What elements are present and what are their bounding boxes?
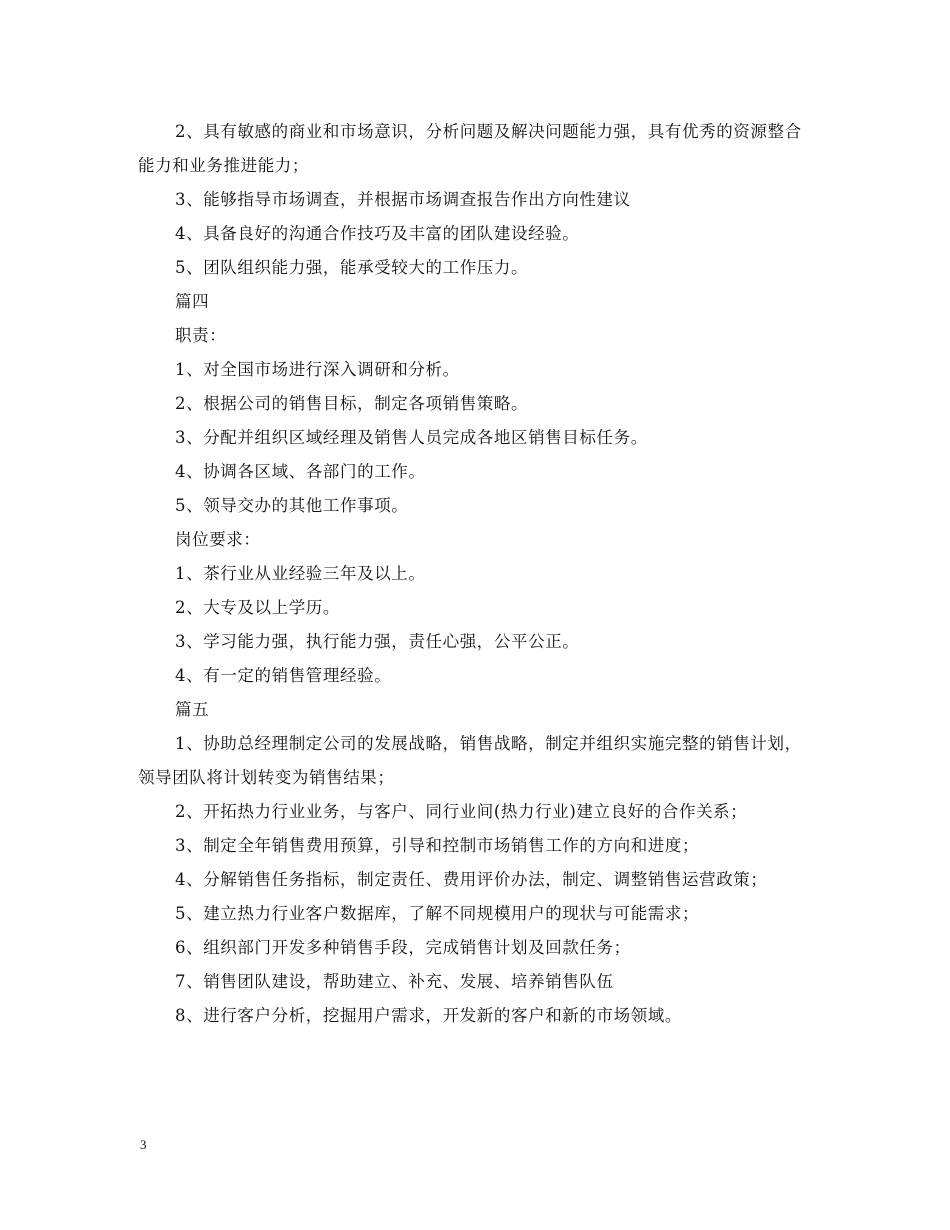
paragraph: 7、销售团队建设，帮助建立、补充、发展、培养销售队伍 xyxy=(175,972,614,991)
paragraph: 2、具有敏感的商业和市场意识，分析问题及解决问题能力强，具有优秀的资源整合能力和业务推进能力； xyxy=(138,122,802,175)
section-heading: 篇四 xyxy=(175,292,210,311)
document-body xyxy=(138,115,814,1033)
paragraph: 5、建立热力行业客户数据库，了解不同规模用户的现状与可能需求； xyxy=(175,904,700,923)
paragraph: 2、开拓热力行业业务，与客户、同行业间(热力行业)建立良好的合作关系； xyxy=(175,802,748,821)
section-heading: 篇五 xyxy=(175,700,210,719)
paragraph: 4、协调各区域、各部门的工作。 xyxy=(175,462,426,481)
paragraph: 5、领导交办的其他工作事项。 xyxy=(175,496,409,515)
paragraph: 5、团队组织能力强，能承受较大的工作压力。 xyxy=(175,258,529,277)
paragraph: 4、具备良好的沟通合作技巧及丰富的团队建设经验。 xyxy=(175,224,580,243)
subsection-heading: 职责： xyxy=(175,326,227,345)
paragraph: 3、能够指导市场调查，并根据市场调查报告作出方向性建议 xyxy=(175,190,631,209)
paragraph: 2、大专及以上学历。 xyxy=(175,598,340,617)
paragraph: 4、有一定的销售管理经验。 xyxy=(175,666,392,685)
paragraph: 4、分解销售任务指标，制定责任、费用评价办法，制定、调整销售运营政策； xyxy=(175,870,768,889)
subsection-heading: 岗位要求： xyxy=(175,530,261,549)
paragraph: 3、制定全年销售费用预算，引导和控制市场销售工作的方向和进度； xyxy=(175,836,700,855)
page-number: 3 xyxy=(140,1137,147,1152)
paragraph: 1、茶行业从业经验三年及以上。 xyxy=(175,564,426,583)
paragraph: 8、进行客户分析，挖掘用户需求，开发新的客户和新的市场领域。 xyxy=(175,1006,682,1025)
paragraph: 3、分配并组织区域经理及销售人员完成各地区销售目标任务。 xyxy=(175,428,648,447)
paragraph: 6、组织部门开发多种销售手段，完成销售计划及回款任务； xyxy=(175,938,631,957)
paragraph: 1、对全国市场进行深入调研和分析。 xyxy=(175,360,460,379)
paragraph: 2、根据公司的销售目标，制定各项销售策略。 xyxy=(175,394,529,413)
paragraph: 3、学习能力强，执行能力强，责任心强，公平公正。 xyxy=(175,632,580,651)
paragraph: 1、协助总经理制定公司的发展战略，销售战略，制定并组织实施完整的销售计划，领导团队将计划转变为销售结果； xyxy=(138,734,802,787)
